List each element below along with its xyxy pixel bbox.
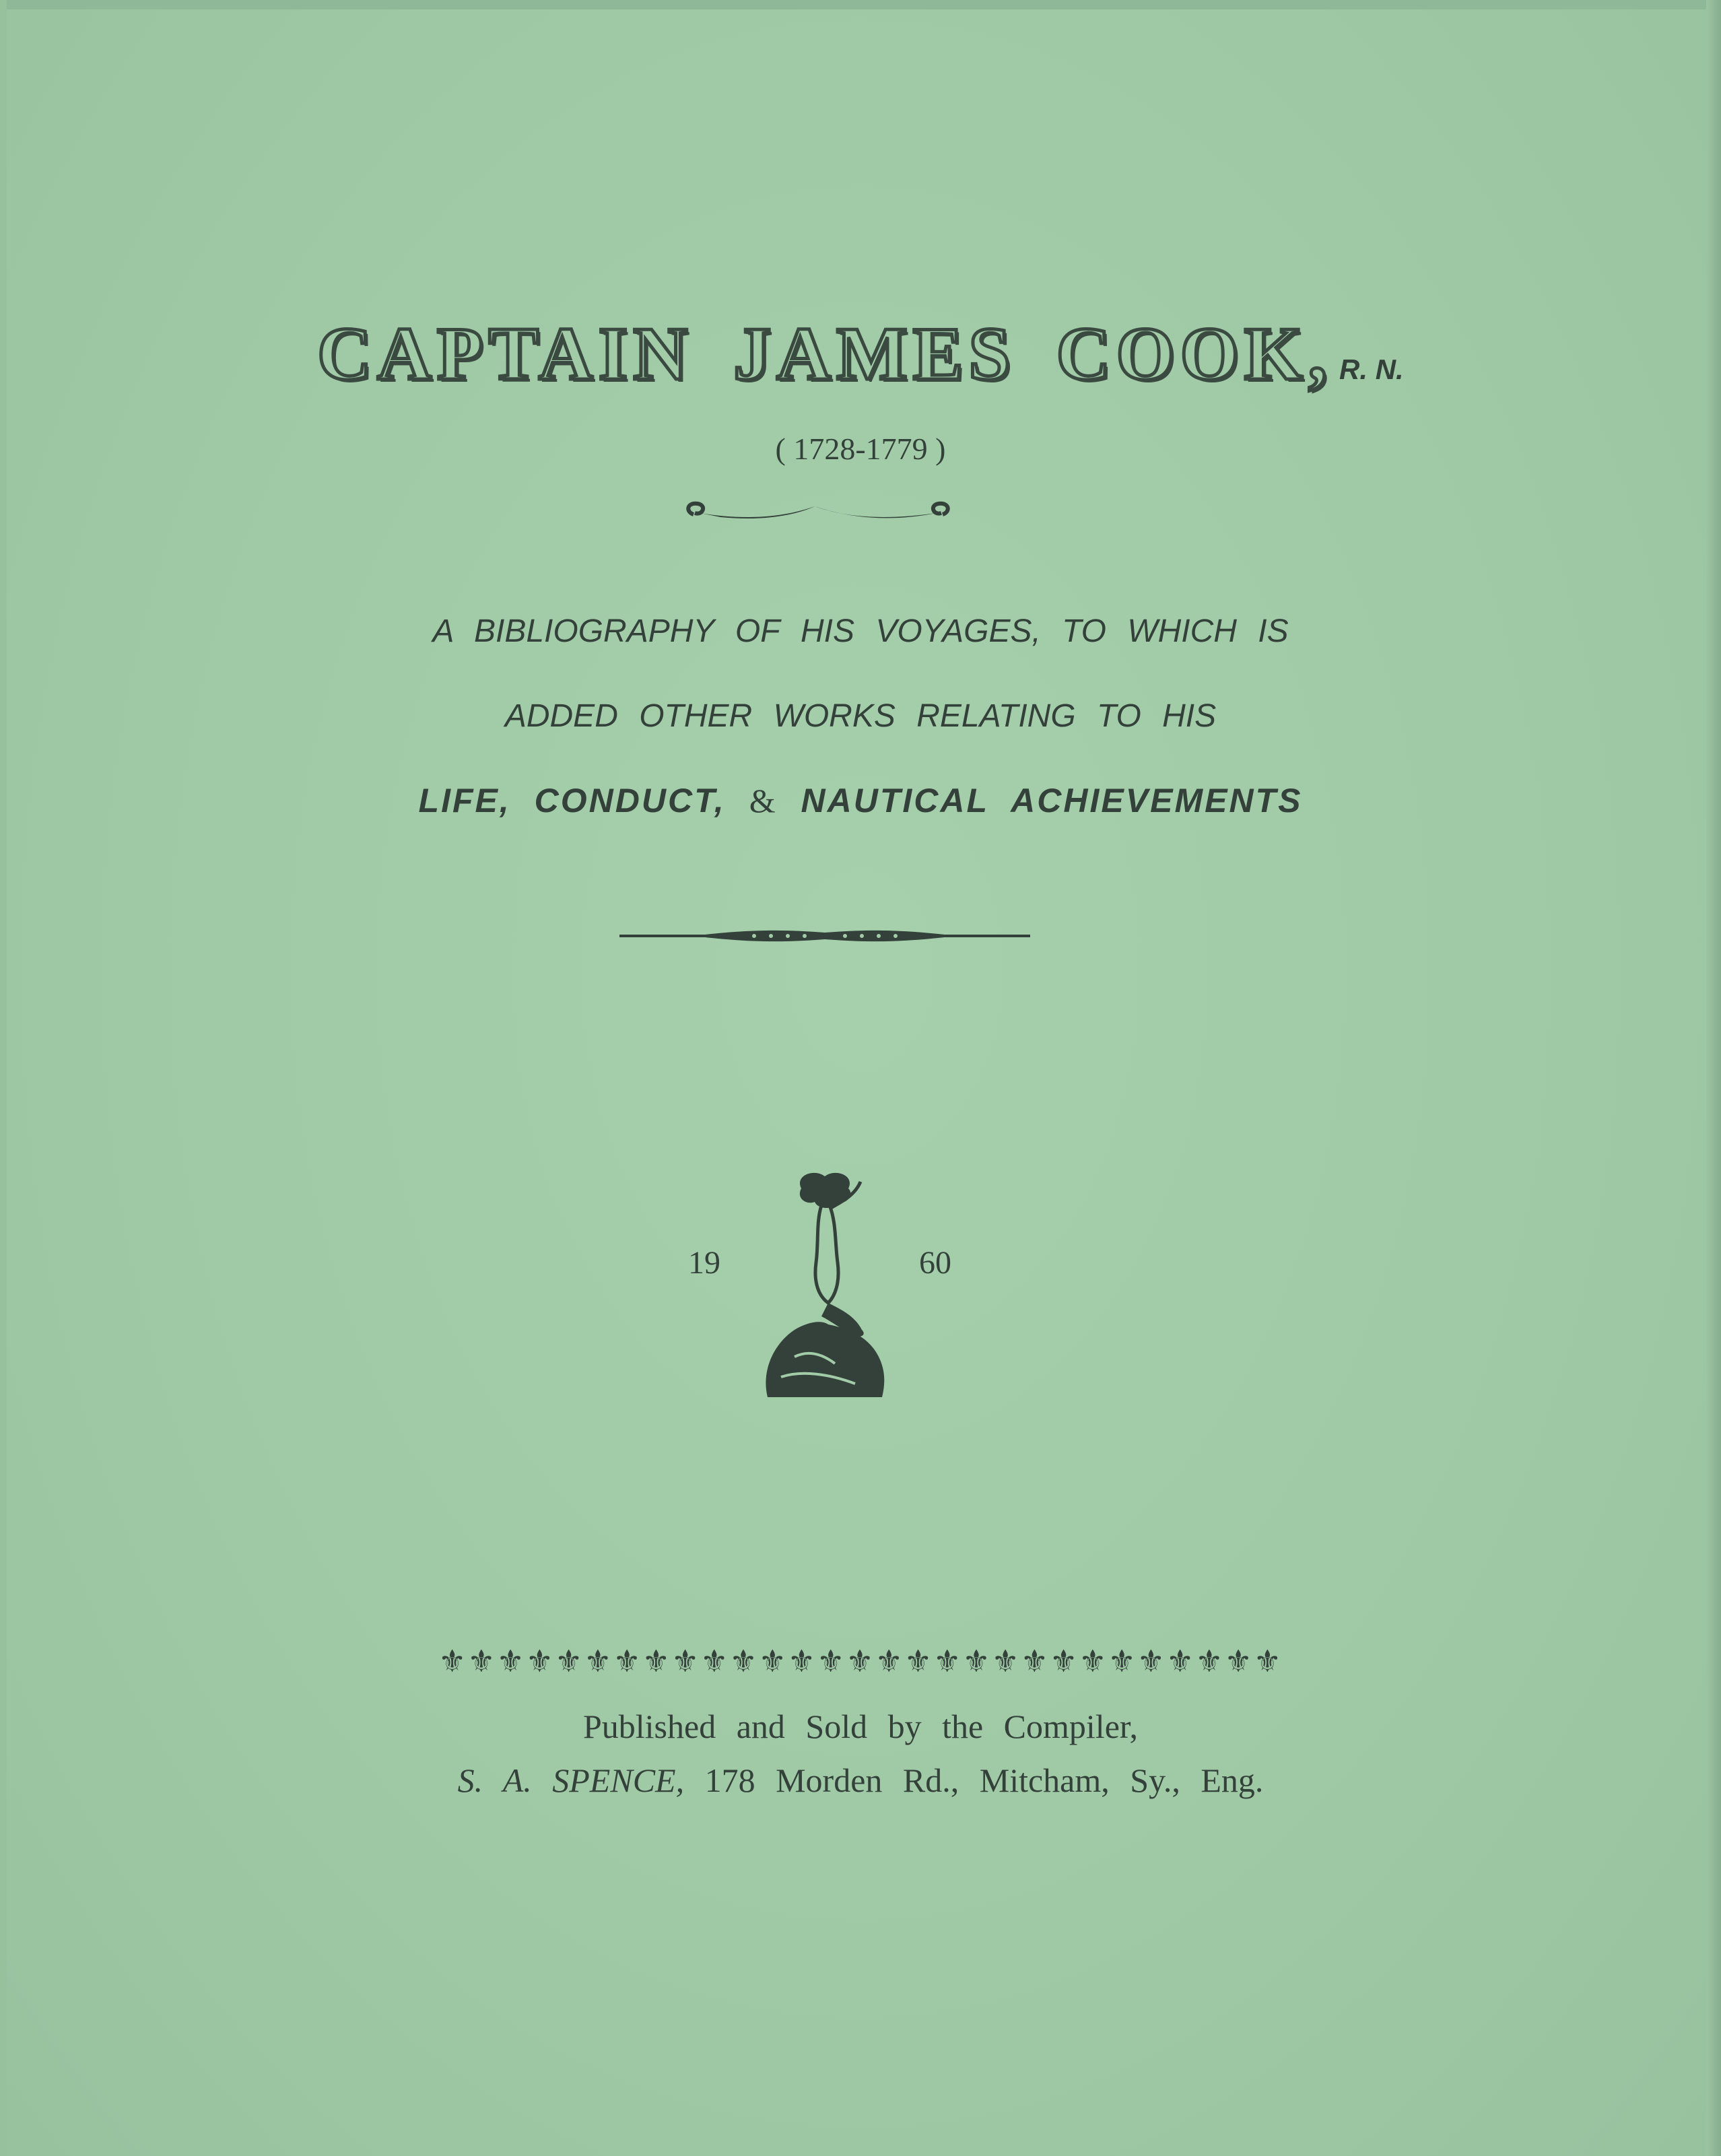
cover-title [0, 311, 1721, 398]
subtitle-line-3-part-a: LIFE, CONDUCT, [418, 782, 726, 819]
title-word-cook: COOK, [1056, 312, 1333, 396]
publisher-line-1: Published and Sold by the Compiler, [582, 1708, 1139, 1745]
swash-ornament-icon [680, 486, 963, 527]
title-suffix: R. N. [1339, 353, 1404, 385]
publisher-name: S. A. SPENCE, [457, 1761, 685, 1799]
year-right: 60 [919, 1245, 951, 1281]
life-dates: ( 1728-1779 ) [775, 432, 946, 466]
ornamental-rule-icon [619, 926, 1030, 946]
mermaid-on-rock-icon [754, 1168, 889, 1397]
year-left: 19 [688, 1245, 720, 1281]
subtitle-line-3 [0, 781, 1721, 820]
subtitle-line-1: A BIBLIOGRAPHY OF HIS VOYAGES, TO WHICH IS [432, 613, 1289, 649]
publisher-address: 178 Morden Rd., Mitcham, Sy., Eng. [704, 1761, 1264, 1799]
title-word-captain: CAPTAIN [317, 312, 694, 396]
title-word-james: JAMES [733, 312, 1016, 396]
fleuron-border: ⚜⚜⚜⚜⚜⚜⚜⚜⚜⚜⚜⚜⚜⚜⚜⚜⚜⚜⚜⚜⚜⚜⚜⚜⚜⚜⚜⚜⚜ [438, 1644, 1283, 1679]
subtitle-ampersand: & [749, 782, 778, 819]
subtitle-line-3-part-b: NAUTICAL ACHIEVEMENTS [801, 782, 1303, 819]
publisher-line-2 [0, 1761, 1721, 1800]
subtitle-line-2: ADDED OTHER WORKS RELATING TO HIS [504, 698, 1217, 734]
paper-edge-top [0, 0, 1721, 9]
